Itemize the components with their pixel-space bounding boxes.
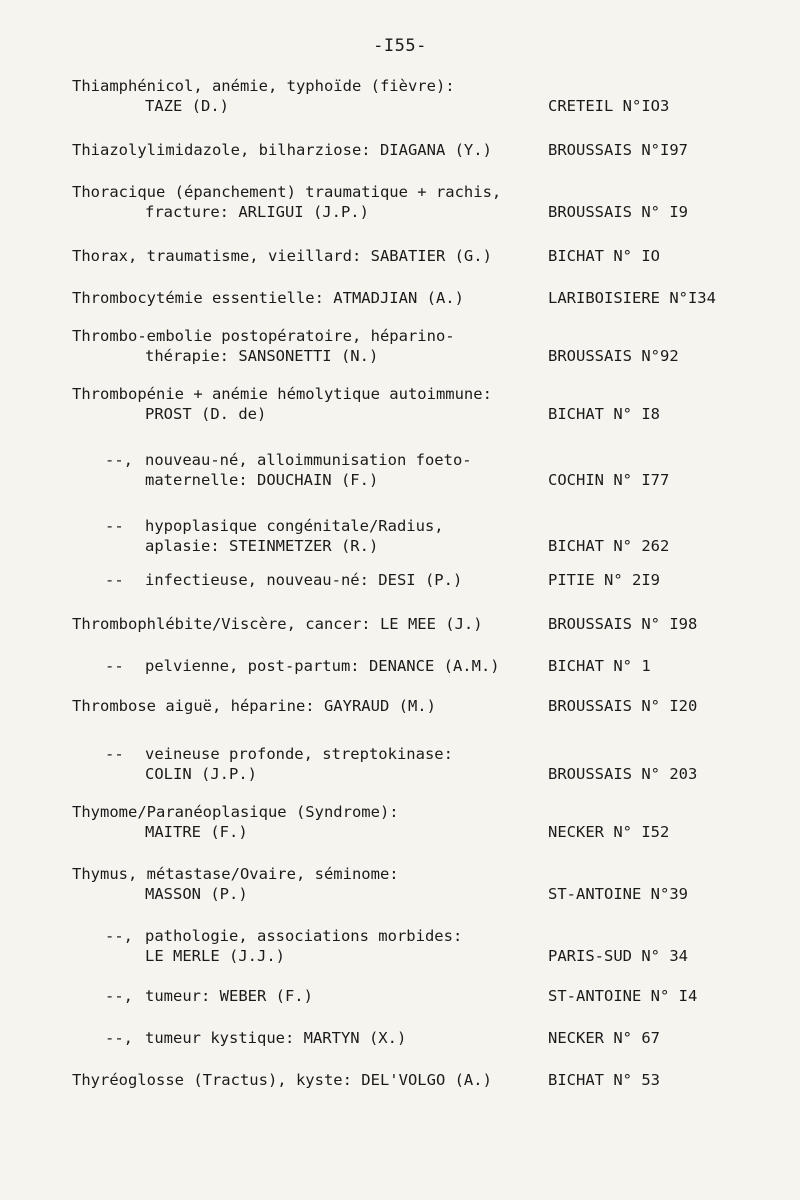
entry-reference: NECKER N° I52 (548, 823, 670, 841)
page-number: -I55- (373, 36, 427, 56)
entry-continuation: fracture: ARLIGUI (J.P.) (145, 203, 369, 221)
index-entry (0, 326, 800, 366)
entry-reference: BICHAT N° 1 (548, 657, 651, 675)
index-entry (0, 744, 800, 784)
index-entry (0, 140, 800, 160)
entry-reference: NECKER N° 67 (548, 1029, 660, 1047)
ditto-dash: -- (105, 657, 124, 675)
entry-line (0, 536, 800, 556)
entry-subject: Thyréoglosse (Tractus), kyste: DEL'VOLGO (A.) (72, 1071, 492, 1089)
entry-line (0, 1028, 800, 1048)
entry-reference: BICHAT N° 262 (548, 537, 670, 555)
entry-subject: hypoplasique congénitale/Radius, (145, 517, 444, 535)
entry-reference: ST-ANTOINE N°39 (548, 885, 688, 903)
entry-subject: pelvienne, post-partum: DENANCE (A.M.) (145, 657, 500, 675)
entry-line (0, 946, 800, 966)
ditto-dash: --, (105, 987, 133, 1005)
entry-line (0, 986, 800, 1006)
index-entry (0, 76, 800, 116)
entry-reference: BROUSSAIS N°92 (548, 347, 679, 365)
index-entry (0, 246, 800, 266)
entry-continuation: maternelle: DOUCHAIN (F.) (145, 471, 379, 489)
index-entry (0, 450, 800, 490)
index-entry (0, 926, 800, 966)
entry-line (0, 764, 800, 784)
entry-subject: tumeur: WEBER (F.) (145, 987, 313, 1005)
entry-reference: BICHAT N° IO (548, 247, 660, 265)
entry-subject: Thorax, traumatisme, vieillard: SABATIER (G.) (72, 247, 492, 265)
entry-line (0, 696, 800, 716)
entry-reference: BROUSSAIS N° I98 (548, 615, 698, 633)
entry-subject: Thrombophlébite/Viscère, cancer: LE MEE (J.) (72, 615, 483, 633)
entry-subject: tumeur kystique: MARTYN (X.) (145, 1029, 407, 1047)
entry-line (0, 822, 800, 842)
index-entry (0, 384, 800, 424)
entry-line (0, 570, 800, 590)
entry-reference: ST-ANTOINE N° I4 (548, 987, 698, 1005)
entry-reference: LARIBOISIERE N°I34 (548, 289, 716, 307)
entry-reference: BROUSSAIS N°I97 (548, 141, 688, 159)
entry-reference: COCHIN N° I77 (548, 471, 670, 489)
entry-continuation: TAZE (D.) (145, 97, 229, 115)
index-entry (0, 696, 800, 716)
index-entry (0, 614, 800, 634)
index-entry (0, 1028, 800, 1048)
entry-subject: infectieuse, nouveau-né: DESI (P.) (145, 571, 463, 589)
entry-reference: BICHAT N° I8 (548, 405, 660, 423)
ditto-dash: --, (105, 1029, 133, 1047)
entry-subject: nouveau-né, alloimmunisation foeto- (145, 451, 472, 469)
index-entry (0, 656, 800, 676)
entry-reference: PARIS-SUD N° 34 (548, 947, 688, 965)
index-entry (0, 288, 800, 308)
index-entry (0, 1070, 800, 1090)
entry-line (0, 384, 800, 404)
entry-reference: PITIE N° 2I9 (548, 571, 660, 589)
entry-continuation: aplasie: STEINMETZER (R.) (145, 537, 379, 555)
entry-subject: Thrombopénie + anémie hémolytique autoimmune: (72, 385, 492, 403)
entry-line (0, 614, 800, 634)
entry-line (0, 76, 800, 96)
entry-line (0, 288, 800, 308)
entry-continuation: LE MERLE (J.J.) (145, 947, 285, 965)
entry-subject: Thoracique (épanchement) traumatique + rachis, (72, 183, 502, 201)
ditto-dash: --, (105, 927, 133, 945)
ditto-dash: -- (105, 571, 124, 589)
entry-line (0, 802, 800, 822)
entry-subject: veineuse profonde, streptokinase: (145, 745, 453, 763)
entry-line (0, 346, 800, 366)
entry-line (0, 1070, 800, 1090)
entry-subject: Thrombo-embolie postopératoire, héparino- (72, 327, 455, 345)
entry-subject: Thiamphénicol, anémie, typhoïde (fièvre): (72, 77, 455, 95)
entry-line (0, 516, 800, 536)
entry-line (0, 450, 800, 470)
entry-line (0, 140, 800, 160)
index-entry (0, 516, 800, 556)
entry-continuation: PROST (D. de) (145, 405, 267, 423)
entry-line (0, 202, 800, 222)
entry-line (0, 246, 800, 266)
entry-line (0, 470, 800, 490)
entry-continuation: COLIN (J.P.) (145, 765, 257, 783)
entry-subject: Thrombose aiguë, héparine: GAYRAUD (M.) (72, 697, 436, 715)
index-entry (0, 570, 800, 590)
entry-line (0, 884, 800, 904)
entry-line (0, 326, 800, 346)
entry-subject: Thrombocytémie essentielle: ATMADJIAN (A.) (72, 289, 464, 307)
entry-line (0, 926, 800, 946)
index-entry (0, 864, 800, 904)
index-entry (0, 802, 800, 842)
entry-line (0, 96, 800, 116)
ditto-dash: --, (105, 451, 133, 469)
entry-line (0, 182, 800, 202)
entry-line (0, 864, 800, 884)
entry-subject: Thymome/Paranéoplasique (Syndrome): (72, 803, 399, 821)
entry-reference: CRETEIL N°IO3 (548, 97, 670, 115)
entry-continuation: MAITRE (F.) (145, 823, 248, 841)
entry-reference: BROUSSAIS N° 203 (548, 765, 698, 783)
entry-continuation: MASSON (P.) (145, 885, 248, 903)
entry-subject: Thymus, métastase/Ovaire, séminome: (72, 865, 399, 883)
entry-subject: Thiazolylimidazole, bilharziose: DIAGANA (Y.) (72, 141, 492, 159)
entry-reference: BICHAT N° 53 (548, 1071, 660, 1089)
index-entry (0, 986, 800, 1006)
entry-line (0, 744, 800, 764)
entry-reference: BROUSSAIS N° I20 (548, 697, 698, 715)
index-entry (0, 182, 800, 222)
entry-line (0, 404, 800, 424)
ditto-dash: -- (105, 517, 124, 535)
entry-subject: pathologie, associations morbides: (145, 927, 463, 945)
ditto-dash: -- (105, 745, 124, 763)
entry-reference: BROUSSAIS N° I9 (548, 203, 688, 221)
entry-line (0, 656, 800, 676)
entry-continuation: thérapie: SANSONETTI (N.) (145, 347, 379, 365)
